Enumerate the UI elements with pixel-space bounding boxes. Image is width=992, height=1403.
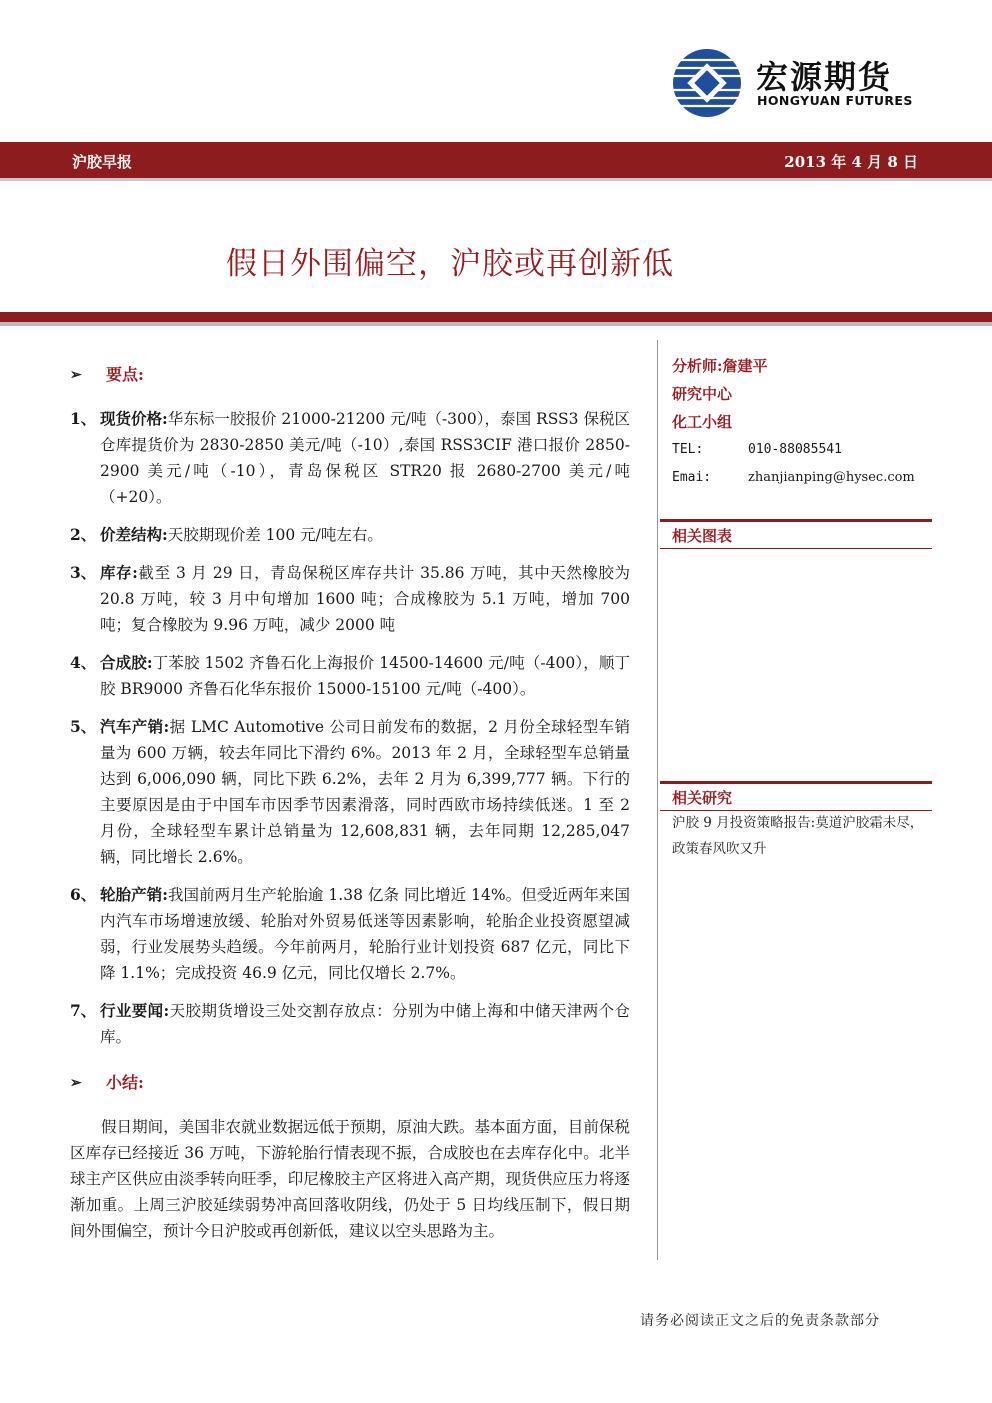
- arrow-bullet-icon: ➢: [70, 367, 82, 383]
- keypoints-heading-text: 要点:: [106, 365, 144, 384]
- email-row: [672, 464, 934, 492]
- page-title: 假日外围偏空，沪胶或再创新低: [226, 246, 674, 282]
- related-research-box: [660, 781, 932, 811]
- item-text: 天胶期货增设三处交割存放点：分别为中储上海和中储天津两个仓库。: [100, 1002, 630, 1046]
- item-label: 库存:: [100, 563, 138, 582]
- email-value[interactable]: zhanjianping@hysec.com: [748, 470, 915, 485]
- item-label: 汽车产销:: [100, 717, 170, 736]
- item-label: 价差结构:: [100, 525, 168, 544]
- company-logo-icon: [672, 48, 742, 118]
- keypoint-item: [70, 998, 630, 1050]
- summary-text: 假日期间，美国非农就业数据远低于预期，原油大跌。基本面方面，目前保税区库存已经接近 36 万吨，下游轮胎行情表现不振，合成胶也在去库存化中。北半球主产区供应由淡季转向旺季，印尼橡胶主产区将进入高产期，现货供应压力将逐渐加重。上周三沪胶延续弱势冲高回落收阴线，仍处于 5 日均线压制下，假日期间外围偏空，预计今日沪胶或再创新低，建议以空头思路为主。: [70, 1118, 630, 1240]
- item-number: 3、: [70, 563, 97, 582]
- item-text: 丁苯胶 1502 齐鲁石化上海报价 14500-14600 元/吨（-400），顺丁胶 BR9000 齐鲁石化华东报价 15000-15100 元/吨（-400）。: [100, 654, 630, 698]
- item-text: 据 LMC Automotive 公司日前发布的数据，2 月份全球轻型车销量为 600 万辆，较去年同比下滑约 6%。2013 年 2 月，全球轻型车总销量达到 6,006,090 辆，同比下跌 6.2%，去年 2 月为 6,399,777 辆。下行的主要原因是由于中国车市因季节因素滑落，同时西欧市场持续低迷。1 至 2 月份，全球轻型车累计总销量为 12,608,831 辆，去年同期 12,285,047 辆，同比增长 2.6%。: [100, 718, 630, 866]
- related-charts-box: [660, 519, 932, 549]
- main-content: [70, 362, 630, 1244]
- disclaimer-note: 请务必阅读正文之后的免责条款部分: [640, 1313, 880, 1329]
- item-number: 5、: [70, 717, 97, 736]
- research-group: 化工小组: [672, 413, 733, 431]
- item-number: 7、: [70, 1001, 97, 1020]
- column-divider: [657, 340, 658, 1260]
- item-text: 华东标一胶报价 21000-21200 元/吨（-300），泰国 RSS3 保税区仓库提货价为 2830-2850 美元/吨（-10）,泰国 RSS3CIF 港口报价 2850-2900 美元/吨（-10），青岛保税区 STR20 报 2680-2700 美元/吨（+20）。: [100, 410, 630, 506]
- keypoint-item: [70, 560, 630, 638]
- keypoints-heading: [70, 362, 630, 388]
- tel-row: [672, 436, 934, 464]
- item-label: 行业要闻:: [100, 1001, 170, 1020]
- item-label: 轮胎产销:: [100, 885, 168, 904]
- logo-cn: 宏源期货: [756, 58, 893, 96]
- item-number: 2、: [70, 525, 97, 544]
- email-label: Emai:: [672, 470, 712, 485]
- logo-en: HONGYUAN FUTURES: [757, 93, 913, 108]
- keypoint-item: [70, 406, 630, 510]
- tel-value: 010-88085541: [748, 442, 842, 457]
- company-logo: [672, 48, 922, 128]
- related-charts-heading: 相关图表: [672, 527, 733, 545]
- title-divider: [0, 312, 992, 326]
- summary-heading-text: 小结:: [106, 1073, 144, 1092]
- report-date: 2013 年 4 月 8 日: [784, 153, 918, 171]
- item-label: 现货价格:: [100, 409, 168, 428]
- keypoint-item: [70, 650, 630, 702]
- item-label: 合成胶:: [100, 653, 153, 672]
- keypoint-item: [70, 882, 630, 986]
- tel-label: TEL:: [672, 442, 704, 457]
- item-text: 截至 3 月 29 日，青岛保税区库存共计 35.86 万吨，其中天然橡胶为 20.8 万吨，较 3 月中旬增加 1600 吨；合成橡胶为 5.1 万吨，增加 700 吨；复合橡胶为 9.96 万吨，减少 2000 吨: [100, 564, 630, 634]
- item-number: 6、: [70, 885, 97, 904]
- analyst-name: 分析师:詹建平: [672, 357, 768, 375]
- item-number: 1、: [70, 409, 97, 428]
- summary-heading: [70, 1070, 630, 1096]
- item-number: 4、: [70, 653, 97, 672]
- item-text: 天胶期现价差 100 元/吨左右。: [167, 526, 383, 544]
- department: 研究中心: [672, 385, 733, 403]
- keypoint-item: [70, 714, 630, 870]
- related-research-item[interactable]: 沪胶 9 月投资策略报告:莫道沪胶霜未尽，政策春风吹又升: [672, 815, 924, 857]
- related-research-heading: 相关研究: [672, 789, 733, 807]
- header-bar: [0, 142, 992, 181]
- report-section: 沪胶早报: [72, 153, 133, 171]
- arrow-bullet-icon: ➢: [70, 1075, 82, 1091]
- keypoint-item: [70, 522, 630, 548]
- item-text: 我国前两月生产轮胎逾 1.38 亿条 同比增近 14%。但受近两年来国内汽车市场增速放缓、轮胎对外贸易低迷等因素影响，轮胎企业投资愿望减弱，行业发展势头趋缓。今年前两月，轮胎行业计划投资 687 亿元，同比下降 1.1%；完成投资 46.9 亿元，同比仅增长 2.7%。: [100, 886, 630, 982]
- sidebar: [672, 352, 934, 492]
